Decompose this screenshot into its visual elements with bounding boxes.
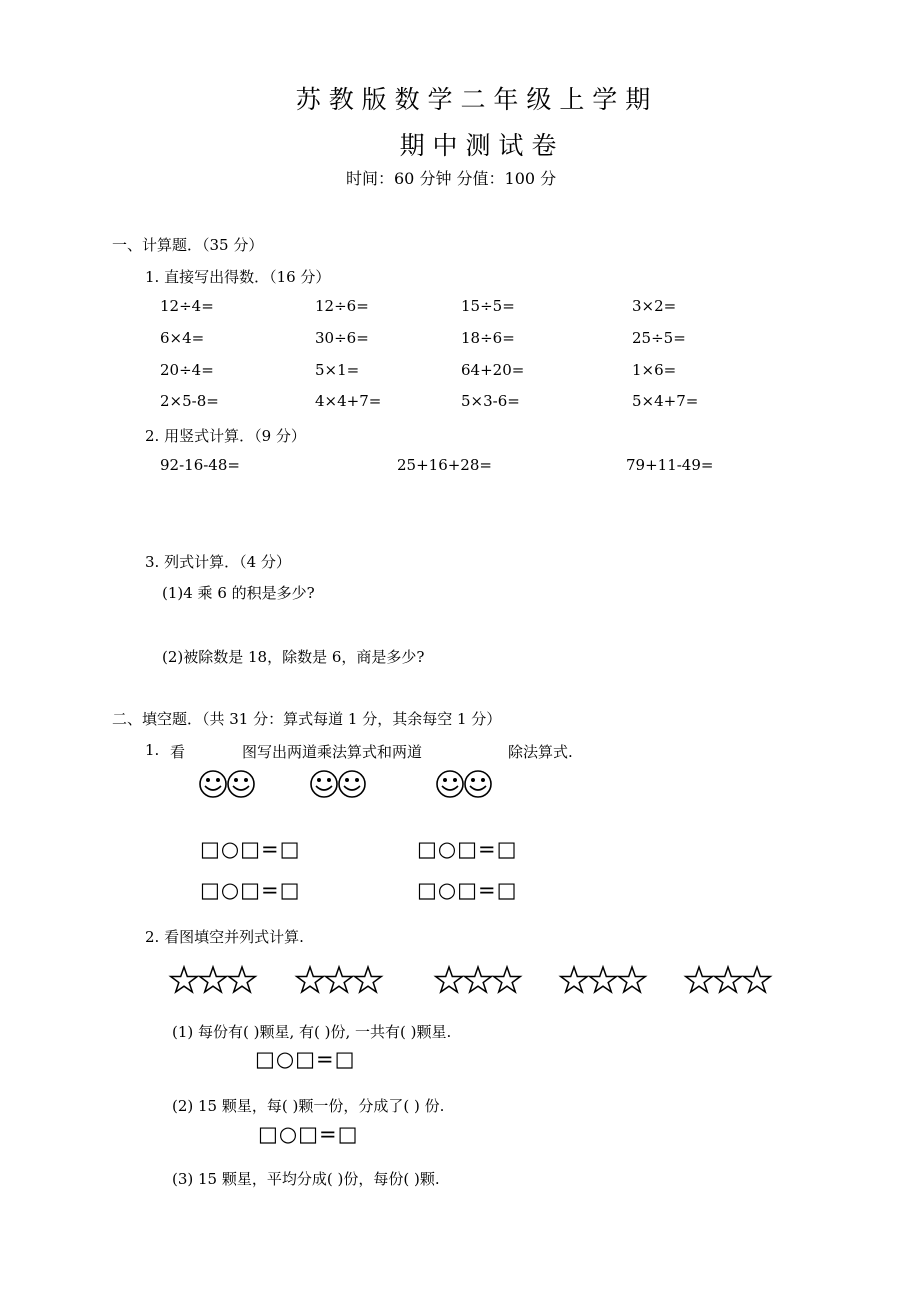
star-outline-icon <box>296 966 384 994</box>
section-heading-1: 一、计算题．（35 分） <box>112 236 264 254</box>
calc-item: 12÷6= <box>315 297 369 315</box>
calc-item: 25÷5= <box>632 329 686 347</box>
star-outline-icon <box>685 966 773 994</box>
fill-in-part: (2) 15 颗星，每( )颗一份，分成了( ) 份. <box>172 1097 445 1115</box>
smiley-face-icon <box>435 768 497 800</box>
page-title: 苏 教 版 数 学 二 年 级 上 学 期 <box>295 85 651 114</box>
vertical-calc-item: 92-16-48= <box>160 456 240 474</box>
section-heading-2: 二、填空题．（共 31 分：算式每道 1 分，其余每空 1 分） <box>112 710 502 728</box>
smiley-face-icon <box>309 768 371 800</box>
calc-item: 64+20= <box>461 361 525 379</box>
vertical-calc-item: 79+11-49= <box>626 456 714 474</box>
question-number: 1. <box>145 741 160 759</box>
equation-blank[interactable]: □○□=□ <box>258 1122 359 1146</box>
question-label: 1. 直接写出得数．（16 分） <box>145 268 331 286</box>
calc-item: 18÷6= <box>461 329 515 347</box>
exam-meta: 时间：60 分钟 分值：100 分 <box>346 169 557 188</box>
calc-item: 15÷5= <box>461 297 515 315</box>
page-subtitle: 期 中 测 试 卷 <box>399 131 557 160</box>
calc-item: 30÷6= <box>315 329 369 347</box>
equation-blank[interactable]: □○□=□ <box>417 878 518 902</box>
star-outline-icon <box>560 966 648 994</box>
equation-blank[interactable]: □○□=□ <box>200 878 301 902</box>
calc-item: 6×4= <box>160 329 205 347</box>
question-label: 3. 列式计算．（4 分） <box>145 553 291 571</box>
fill-in-part: (3) 15 颗星，平均分成( )份，每份( )颗. <box>172 1170 440 1188</box>
question-label: 2. 看图填空并列式计算. <box>145 928 304 946</box>
word-problem: (2)被除数是 18，除数是 6，商是多少? <box>162 648 425 666</box>
calc-item: 1×6= <box>632 361 677 379</box>
equation-blank[interactable]: □○□=□ <box>255 1047 356 1071</box>
calc-item: 3×2= <box>632 297 677 315</box>
question-text: 看 <box>170 743 186 761</box>
equation-blank[interactable]: □○□=□ <box>200 837 301 861</box>
word-problem: (1)4 乘 6 的积是多少? <box>162 584 315 602</box>
calc-item: 5×1= <box>315 361 360 379</box>
question-label: 2. 用竖式计算．（9 分） <box>145 427 306 445</box>
star-outline-icon <box>435 966 523 994</box>
equation-blank[interactable]: □○□=□ <box>417 837 518 861</box>
smiley-face-icon <box>198 768 260 800</box>
calc-item: 12÷4= <box>160 297 214 315</box>
star-outline-icon <box>170 966 258 994</box>
calc-item: 4×4+7= <box>315 392 382 410</box>
calc-item: 5×4+7= <box>632 392 699 410</box>
vertical-calc-item: 25+16+28= <box>397 456 492 474</box>
question-text: 图写出两道乘法算式和两道 <box>242 743 423 761</box>
calc-item: 2×5-8= <box>160 392 219 410</box>
calc-item: 5×3-6= <box>461 392 520 410</box>
calc-item: 20÷4= <box>160 361 214 379</box>
question-text: 除法算式. <box>508 743 573 761</box>
fill-in-part: (1) 每份有( )颗星, 有( )份, 一共有( )颗星. <box>172 1023 452 1041</box>
